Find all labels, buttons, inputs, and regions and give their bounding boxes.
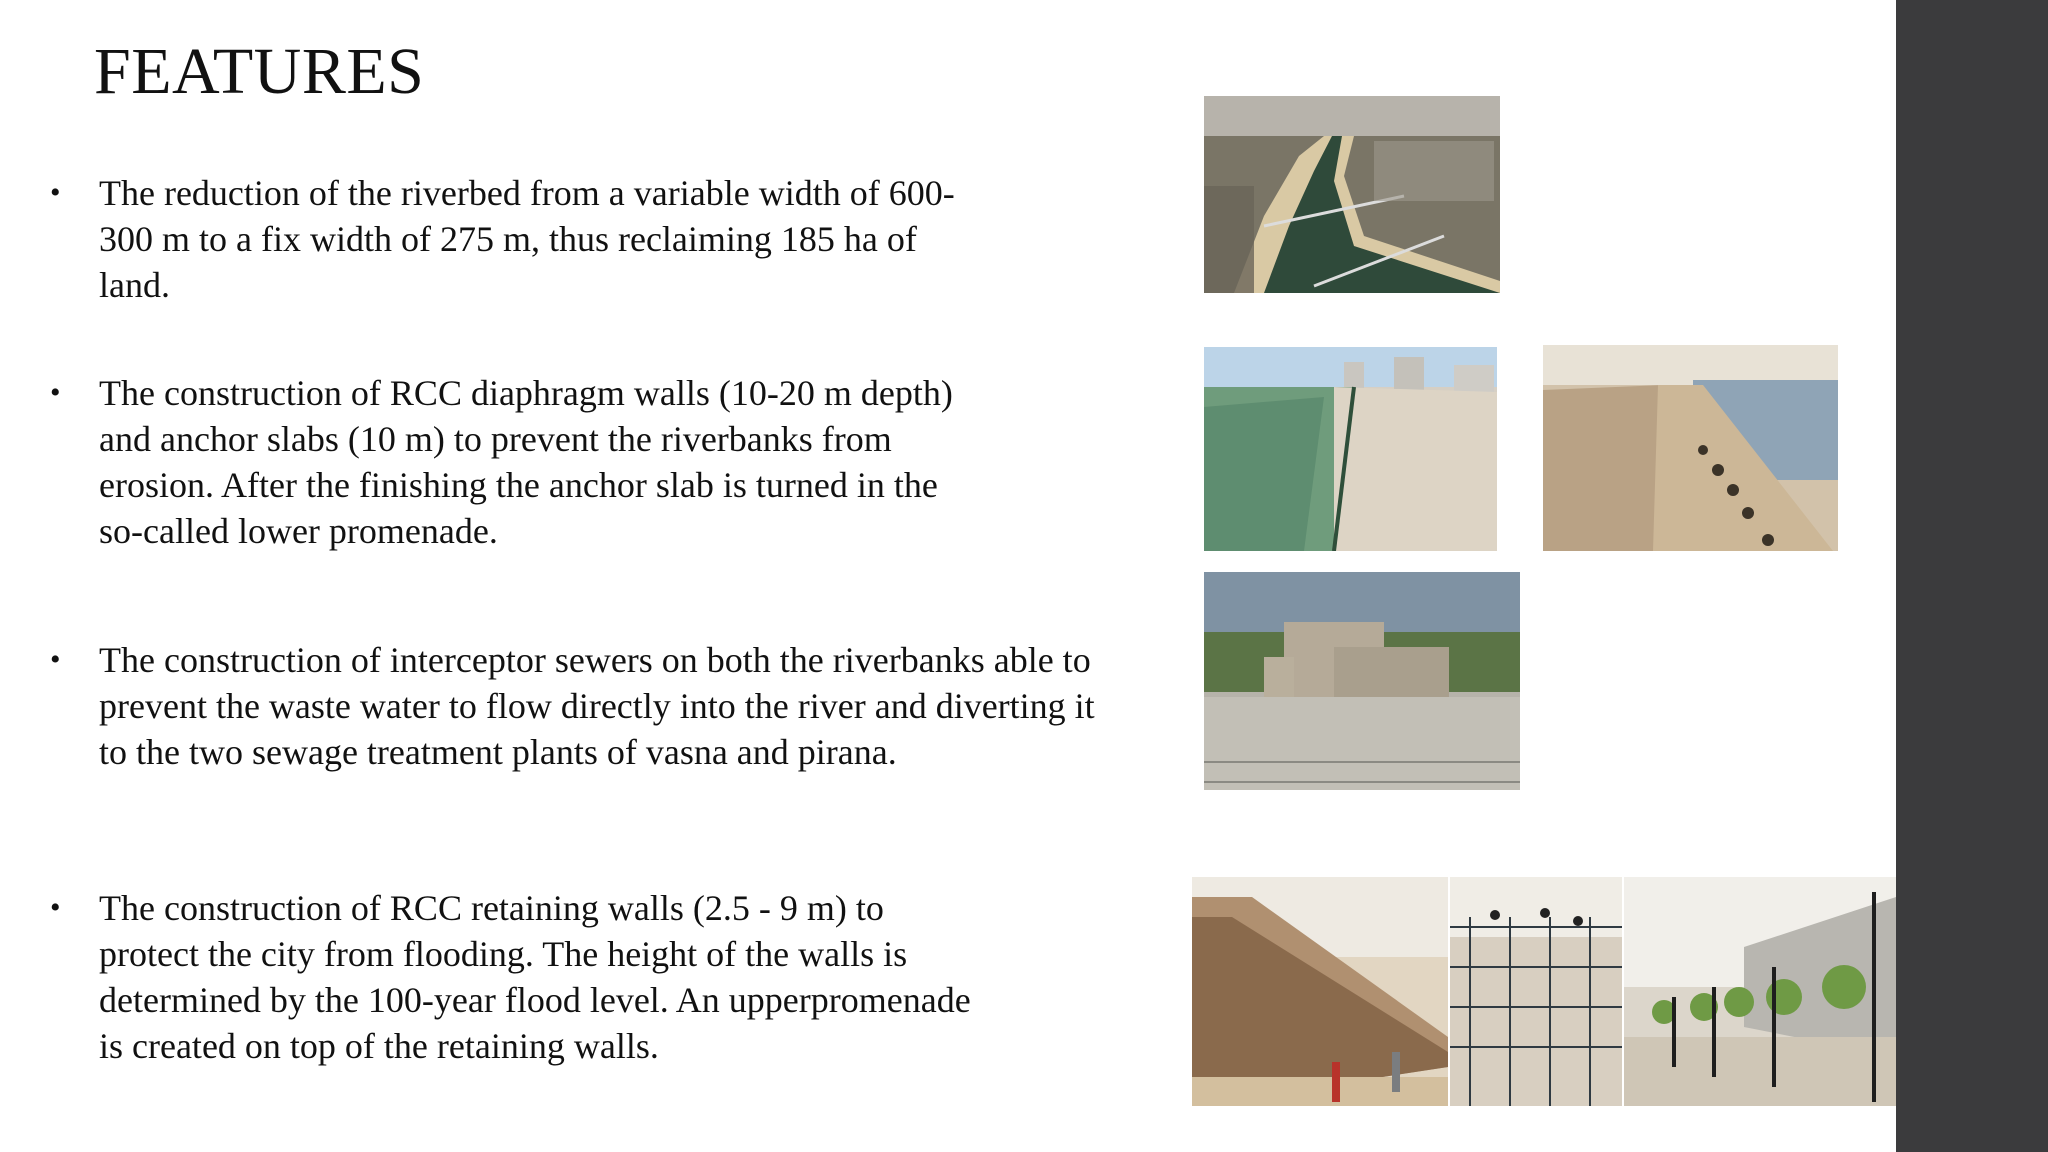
river-sandbank-photo: [1204, 347, 1497, 551]
scaffolding-workers-photo: [1450, 877, 1622, 1106]
bullet-text: The reduction of the riverbed from a variable width of 600- 300 m to a fix width of 275 m, thus reclaiming 185 ha of land.: [99, 173, 955, 305]
bullet-marker: •: [50, 643, 61, 676]
bullet-text: The construction of RCC diaphragm walls (10-20 m depth) and anchor slabs (10 m) to prevent the riverbanks from erosion. After the finishing the anchor slab is turned in the so-called lower promenade.: [99, 373, 953, 551]
side-panel: [1896, 0, 2048, 1152]
sewage-treatment-plant-photo: [1204, 572, 1520, 790]
bullet-item-retaining-walls: [50, 885, 1070, 1071]
bullet-marker: •: [50, 176, 61, 209]
upper-promenade-photo: [1624, 877, 1896, 1106]
retaining-wall-construction-photo: [1192, 877, 1448, 1106]
bullet-marker: •: [50, 376, 61, 409]
bullet-item-riverbed: [50, 170, 1050, 310]
bullet-item-interceptor-sewers: [50, 637, 1170, 777]
bullet-marker: •: [50, 891, 61, 924]
aerial-riverfront-photo: [1204, 96, 1500, 293]
slide-title: FEATURES: [94, 35, 425, 108]
bullet-text: The construction of RCC retaining walls (2.5 - 9 m) to protect the city from flooding. The height of the walls is determined by the 100-year flood level. An upperpromenade is created on top of the retaining walls.: [99, 888, 971, 1066]
lower-promenade-photo: [1543, 345, 1838, 551]
bullet-text: The construction of interceptor sewers on both the riverbanks able to prevent the waste water to flow directly into the river and diverting it to the two sewage treatment plants of vasna and pirana.: [99, 640, 1095, 772]
bullet-item-diaphragm-walls: [50, 370, 1050, 556]
